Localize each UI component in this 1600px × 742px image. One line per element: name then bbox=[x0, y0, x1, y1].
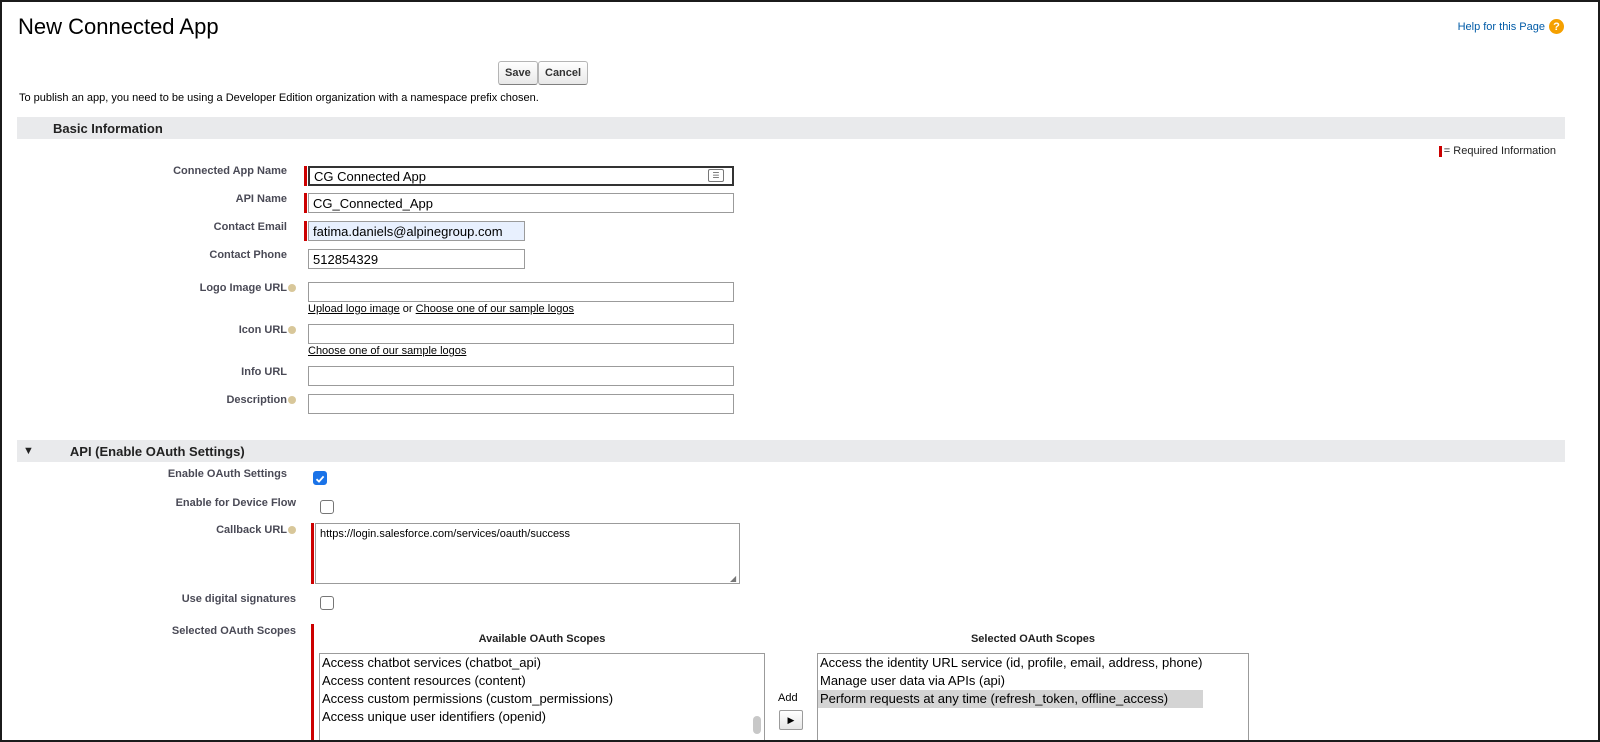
logo-links bbox=[308, 303, 574, 315]
list-item[interactable]: Access unique user identifiers (openid) bbox=[322, 709, 547, 724]
contact-phone-input[interactable] bbox=[308, 249, 525, 269]
contact-email-label: Contact Email bbox=[213, 221, 287, 233]
info-icon[interactable] bbox=[288, 326, 296, 334]
info-url-input[interactable] bbox=[308, 366, 734, 386]
section-header-api[interactable] bbox=[17, 440, 1565, 462]
required-marker bbox=[311, 624, 314, 742]
app-name-input[interactable] bbox=[308, 166, 734, 186]
logo-url-label: Logo Image URL bbox=[199, 282, 287, 294]
callback-url-label-wrap bbox=[2, 524, 296, 536]
info-icon[interactable] bbox=[288, 526, 296, 534]
list-item-selected[interactable]: Perform requests at any time (refresh_token, offline_access) bbox=[818, 690, 1203, 708]
enable-oauth-checkbox[interactable] bbox=[313, 471, 327, 485]
help-link-label[interactable]: Help for this Page bbox=[1457, 20, 1545, 33]
required-marker bbox=[1439, 146, 1442, 157]
icon-url-input[interactable] bbox=[308, 324, 734, 344]
save-button[interactable]: Save bbox=[498, 61, 538, 85]
api-name-label: API Name bbox=[235, 193, 287, 205]
logo-url-input[interactable] bbox=[308, 282, 734, 302]
sample-logos-link[interactable]: Choose one of our sample logos bbox=[415, 303, 575, 315]
info-icon[interactable] bbox=[288, 396, 296, 404]
upload-logo-link[interactable]: Upload logo image bbox=[308, 303, 400, 315]
callback-url-textarea[interactable] bbox=[315, 523, 740, 584]
contact-card-icon[interactable]: ☰ bbox=[708, 169, 724, 182]
add-arrow-button[interactable] bbox=[779, 710, 803, 730]
selected-scopes-header: Selected OAuth Scopes bbox=[970, 633, 1096, 645]
selected-scopes-list[interactable] bbox=[817, 653, 1249, 742]
section-title: API (Enable OAuth Settings) bbox=[69, 443, 245, 459]
oauth-scopes-label: Selected OAuth Scopes bbox=[171, 625, 296, 637]
required-legend-text: = Required Information bbox=[1443, 145, 1556, 157]
list-item[interactable]: Access content resources (content) bbox=[322, 673, 526, 688]
available-scopes-header: Available OAuth Scopes bbox=[478, 633, 606, 645]
contact-email-input[interactable] bbox=[308, 221, 525, 241]
description-label-wrap bbox=[2, 394, 296, 406]
description-label: Description bbox=[226, 394, 287, 406]
page-title: New Connected App bbox=[18, 14, 219, 39]
list-item[interactable]: Access the identity URL service (id, profile, email, address, phone) bbox=[820, 655, 1203, 670]
scrollbar-thumb[interactable] bbox=[753, 716, 761, 734]
required-marker bbox=[304, 193, 307, 213]
digital-signatures-checkbox[interactable] bbox=[320, 596, 334, 610]
list-item[interactable]: Access chatbot services (chatbot_api) bbox=[322, 655, 541, 670]
icon-sample-logos-link[interactable]: Choose one of our sample logos bbox=[308, 345, 467, 357]
cancel-button[interactable]: Cancel bbox=[538, 61, 588, 85]
app-name-field-wrap bbox=[308, 166, 734, 186]
checkmark-icon bbox=[314, 473, 326, 485]
available-scopes-list[interactable] bbox=[319, 653, 765, 742]
device-flow-checkbox[interactable] bbox=[320, 500, 334, 514]
section-title: Basic Information bbox=[53, 120, 163, 136]
add-label: Add bbox=[778, 692, 798, 704]
logo-url-label-wrap bbox=[2, 282, 296, 294]
api-name-input[interactable] bbox=[308, 193, 734, 213]
icon-url-label: Icon URL bbox=[238, 324, 287, 336]
icon-url-label-wrap bbox=[2, 324, 296, 336]
or-text: or bbox=[402, 303, 413, 315]
contact-phone-label: Contact Phone bbox=[209, 249, 287, 261]
resize-grip-icon[interactable]: ◢ bbox=[730, 574, 737, 583]
required-marker bbox=[304, 221, 307, 241]
enable-oauth-label: Enable OAuth Settings bbox=[167, 468, 287, 480]
required-marker bbox=[304, 166, 307, 186]
device-flow-label: Enable for Device Flow bbox=[175, 497, 296, 509]
app-name-label: Connected App Name bbox=[173, 165, 287, 177]
list-item[interactable]: Manage user data via APIs (api) bbox=[820, 673, 1005, 688]
digital-signatures-label: Use digital signatures bbox=[181, 593, 296, 605]
right-arrow-icon: ▶ bbox=[787, 714, 795, 725]
list-item[interactable]: Access custom permissions (custom_permissions) bbox=[322, 691, 614, 706]
info-icon[interactable] bbox=[288, 284, 296, 292]
publish-info-text: To publish an app, you need to be using a Developer Edition organization with a namespace prefix chosen. bbox=[19, 92, 539, 104]
required-legend bbox=[1439, 145, 1556, 157]
question-icon[interactable]: ? bbox=[1549, 19, 1564, 34]
callback-url-label: Callback URL bbox=[216, 524, 287, 536]
help-link[interactable] bbox=[1458, 19, 1564, 34]
collapse-triangle-icon[interactable]: ▼ bbox=[23, 445, 34, 457]
description-input[interactable] bbox=[308, 394, 734, 414]
section-header-basic-information bbox=[17, 117, 1565, 139]
info-url-label: Info URL bbox=[241, 366, 287, 378]
required-marker bbox=[311, 523, 314, 584]
